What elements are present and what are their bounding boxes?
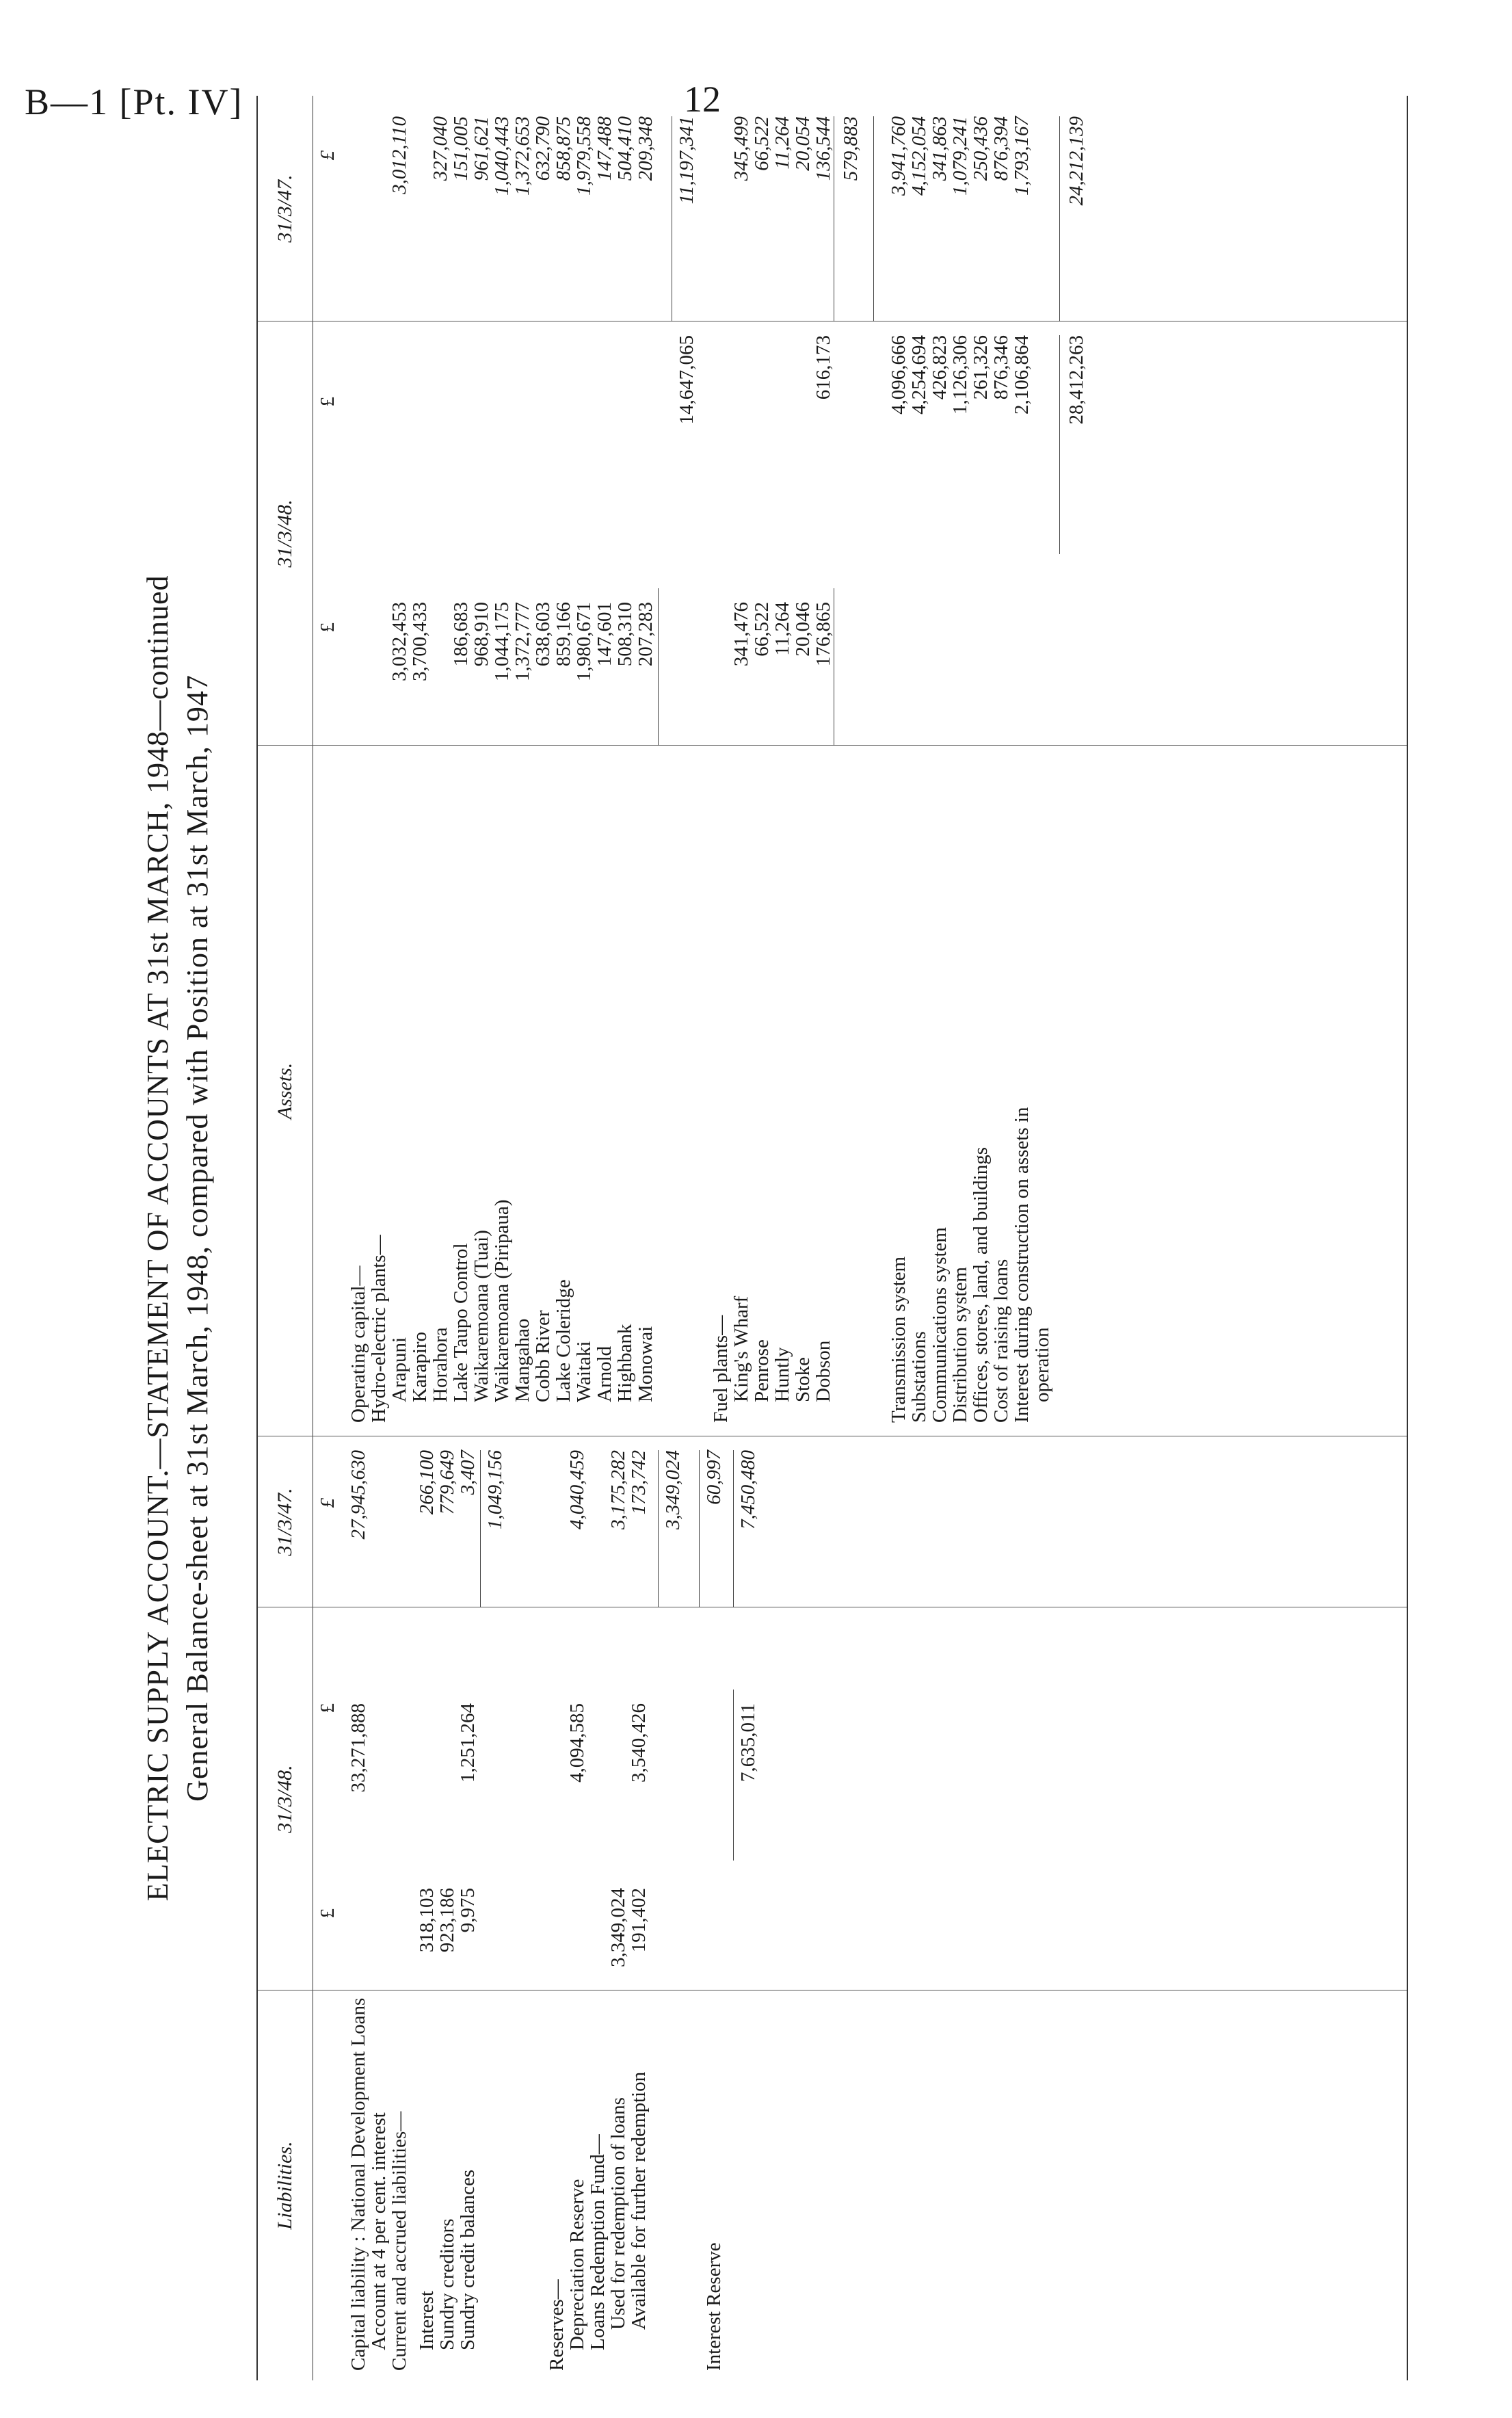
amount-total-1948: 4,094,585: [566, 1703, 588, 1783]
row-label: Current and accrued liabilities—: [388, 2111, 410, 2371]
amount-detail-1948: 66,522: [751, 602, 773, 657]
amount-detail-1948: 3,032,453: [388, 602, 410, 681]
row-label: Distribution system: [949, 1267, 971, 1423]
amount-amount-1947: 209,348: [635, 116, 656, 181]
liabilities-col-1948: 31/3/48.: [258, 1607, 313, 1990]
subtotal-rule: [699, 1450, 700, 1607]
currency-symbol: £: [317, 622, 339, 633]
amount-detail-1948: 20,046: [792, 602, 814, 657]
amount-detail-1948: 176,865: [812, 602, 834, 667]
row-label: Interest during construction on assets in: [1011, 1107, 1033, 1423]
amount-detail-1948: 11,264: [771, 602, 793, 656]
statement-subtitle: General Balance-sheet at 31st March, 1948, compared with Position at 31st March, 1947: [181, 674, 214, 1802]
row-label: Monowai: [635, 1326, 656, 1402]
amount-total-1948: 33,271,888: [347, 1703, 369, 1793]
amount-amount-1947: 147,488: [594, 116, 615, 181]
amount-detail-1948: 923,186: [436, 1888, 458, 1953]
amount-amount-1947: 250,436: [970, 116, 992, 181]
table-row: [545, 1436, 568, 2380]
amount-total-1948: 2,106,864: [1011, 335, 1033, 415]
subtotal-rule: [658, 588, 659, 746]
table-row: [449, 96, 473, 1436]
amount-amount-1947: 327,040: [429, 116, 451, 181]
page-number: 12: [684, 79, 721, 120]
amount-amount-1947: 136,544: [812, 116, 834, 181]
row-label: Capital liability : National Development Loans: [347, 1997, 369, 2371]
currency-symbol: £: [317, 397, 339, 407]
amount-amount-1947: 7,450,480: [737, 1450, 759, 1529]
table-row: [737, 1436, 760, 2380]
amount-amount-1947: 345,499: [730, 116, 752, 181]
table-row: [750, 96, 773, 1436]
row-label: Dobson: [812, 1340, 834, 1402]
amount-amount-1947: 961,621: [470, 116, 492, 181]
table-row: [566, 1436, 589, 2380]
table-row: [627, 1436, 650, 2380]
amount-amount-1947: 4,040,459: [566, 1450, 588, 1529]
amount-amount-1947: 151,005: [450, 116, 472, 181]
row-label: Depreciation Reserve: [566, 2179, 588, 2350]
statement-title: ELECTRIC SUPPLY ACCOUNT.—STATEMENT OF ACCOUNTS AT 31st MARCH, 1948—continued: [141, 575, 174, 1902]
amount-detail-1948: 3,349,024: [607, 1888, 629, 1967]
row-label: Account at 4 per cent. interest: [368, 2112, 390, 2350]
amount-detail-1948: 147,601: [594, 602, 615, 667]
table-row: [415, 1436, 438, 2380]
subtotal-rule: [480, 1450, 481, 1607]
table-row: [709, 96, 732, 1436]
amount-amount-1947: 1,793,167: [1011, 116, 1033, 196]
row-label: Communications system: [929, 1227, 951, 1423]
amount-amount-1947: 27,945,630: [347, 1450, 369, 1540]
currency-symbol: £: [317, 1703, 339, 1713]
amount-detail-1948: 638,603: [532, 602, 554, 667]
amount-detail-1948: 1,980,671: [573, 602, 595, 681]
row-label: Cost of raising loans: [990, 1259, 1012, 1423]
table-row: [552, 96, 575, 1436]
table-row: [907, 96, 931, 1436]
row-label: Stoke: [792, 1356, 814, 1402]
table-row: [347, 96, 370, 1436]
amount-total-1948: 426,823: [929, 335, 951, 400]
subtotal-rule: [1059, 335, 1060, 554]
amount-amount-1947: 3,349,024: [662, 1450, 684, 1529]
row-label: Sundry credit balances: [457, 2169, 479, 2350]
amount-amount-1947: 1,040,443: [491, 116, 513, 196]
amount-amount-1947: 504,410: [614, 116, 636, 181]
row-label: Cobb River: [532, 1310, 554, 1402]
amount-total-1948: 1,251,264: [457, 1703, 479, 1783]
table-row: [593, 96, 616, 1436]
row-label: Used for redemption of loans: [607, 2097, 629, 2330]
amount-amount-1947: 3,407: [457, 1450, 479, 1495]
page-ref: B—1 [Pt. IV]: [25, 81, 243, 122]
row-label: Transmission system: [888, 1256, 910, 1423]
table-row: [730, 96, 753, 1436]
row-label: Waitaki: [573, 1341, 595, 1402]
amount-amount-1947: 173,742: [628, 1450, 650, 1515]
amount-amount-1947: 579,883: [840, 116, 862, 181]
table-row: [572, 96, 596, 1436]
assets-col-1948: 31/3/48.: [258, 321, 313, 746]
row-label: Karapiro: [409, 1331, 431, 1402]
table-row: [887, 96, 910, 1436]
amount-detail-1948: 318,103: [416, 1888, 438, 1953]
table-row: [812, 96, 835, 1436]
amount-total-1948: 616,173: [812, 335, 834, 400]
table-row: [675, 96, 698, 1436]
table-row: [990, 96, 1013, 1436]
row-label: Lake Coleridge: [553, 1279, 574, 1402]
row-label: Interest Reserve: [703, 2242, 725, 2371]
row-label: Waikaremoana (Tuai): [470, 1230, 492, 1402]
row-label: Arnold: [594, 1345, 615, 1402]
amount-detail-1948: 191,402: [628, 1888, 650, 1953]
table-row: [531, 96, 555, 1436]
table-row: [347, 1436, 370, 2380]
amount-total-1948: 28,412,263: [1065, 335, 1087, 425]
amount-total-1948: 876,346: [990, 335, 1012, 400]
currency-symbol: £: [317, 150, 339, 161]
row-label: Available for further redemption: [628, 2071, 650, 2330]
row-label: Interest: [416, 2291, 438, 2350]
amount-amount-1947: 20,054: [792, 116, 814, 171]
amount-amount-1947: 341,863: [929, 116, 951, 181]
amount-amount-1947: 3,012,110: [388, 116, 410, 194]
amount-amount-1947: 632,790: [532, 116, 554, 181]
subtotal-rule: [658, 1450, 659, 1607]
subtotal-rule: [1059, 116, 1060, 321]
table-row: [429, 96, 452, 1436]
amount-detail-1948: 1,044,175: [491, 602, 513, 681]
assets-table: [256, 96, 1408, 1436]
amount-amount-1947: 1,049,156: [484, 1450, 506, 1529]
row-label: Substations: [908, 1331, 930, 1423]
row-label: Penrose: [751, 1339, 773, 1402]
row-label: Hydro-electric plants—: [368, 1235, 390, 1423]
table-row: [928, 96, 951, 1436]
amount-detail-1948: 508,310: [614, 602, 636, 667]
currency-symbol: £: [317, 1908, 339, 1919]
row-label: Sundry creditors: [436, 2218, 458, 2350]
row-label: Arapuni: [388, 1337, 410, 1402]
liabilities-table: [256, 1436, 1408, 2380]
amount-amount-1947: 11,197,341: [676, 116, 698, 205]
subtotal-rule: [873, 116, 874, 321]
table-row: [1010, 96, 1033, 1436]
amount-detail-1948: 9,975: [457, 1888, 479, 1933]
row-label: Loans Redemption Fund—: [587, 2134, 609, 2350]
liabilities-heading: Liabilities.: [258, 1990, 313, 2380]
row-label: Reserves—: [546, 2279, 568, 2371]
table-row: [661, 1436, 685, 2380]
row-label: Lake Taupo Control: [450, 1243, 472, 1402]
table-row: [613, 96, 637, 1436]
balance-sheet: [140, 96, 1405, 2380]
row-label: Highbank: [614, 1324, 636, 1402]
row-label: Offices, stores, land, and buildings: [970, 1147, 992, 1423]
row-label: King's Wharf: [730, 1296, 752, 1402]
row-label: Fuel plants—: [710, 1315, 732, 1423]
amount-amount-1947: 11,264: [771, 116, 793, 170]
row-label: Operating capital—: [347, 1265, 369, 1423]
amount-amount-1947: 1,979,558: [573, 116, 595, 196]
row-label: Horahora: [429, 1327, 451, 1402]
amount-detail-1948: 3,700,433: [409, 602, 431, 681]
amount-amount-1947: 1,079,241: [949, 116, 971, 196]
table-row: [388, 1436, 411, 2380]
row-label: Waikaremoana (Piripaua): [491, 1199, 513, 1402]
amount-amount-1947: 60,997: [703, 1450, 725, 1505]
amount-amount-1947: 3,175,282: [607, 1450, 629, 1529]
table-row: [511, 96, 534, 1436]
table-row: [490, 96, 514, 1436]
row-label: operation: [1031, 1327, 1053, 1402]
amount-total-1948: 1,126,306: [949, 335, 971, 415]
amount-detail-1948: 186,683: [450, 602, 472, 667]
table-row: [702, 1436, 726, 2380]
amount-detail-1948: 207,283: [635, 602, 656, 667]
amount-amount-1947: 3,941,760: [888, 116, 910, 196]
table-row: [367, 1436, 390, 2380]
amount-detail-1948: 859,166: [553, 602, 574, 667]
subtotal-rule: [733, 1450, 734, 1607]
amount-total-1948: 4,254,694: [908, 335, 930, 415]
table-row: [408, 96, 432, 1436]
amount-amount-1947: 66,522: [751, 116, 773, 171]
table-row: [470, 96, 493, 1436]
table-row: [367, 96, 390, 1436]
table-row: [388, 96, 411, 1436]
currency-symbol: £: [317, 1498, 339, 1508]
assets-heading: Assets.: [258, 746, 313, 1436]
row-label: Mangahao: [512, 1318, 533, 1402]
table-row: [483, 1436, 507, 2380]
amount-amount-1947: 266,100: [416, 1450, 438, 1515]
amount-total-1948: 3,540,426: [628, 1703, 650, 1783]
table-row: [607, 1436, 630, 2380]
table-row: [969, 96, 992, 1436]
amount-total-1948: 261,326: [970, 335, 992, 400]
amount-amount-1947: 24,212,139: [1065, 116, 1087, 206]
table-row: [839, 96, 862, 1436]
amount-detail-1948: 341,476: [730, 602, 752, 667]
table-row: [634, 96, 657, 1436]
liabilities-col-1947: 31/3/47.: [258, 1436, 313, 1607]
table-row: [436, 1436, 459, 2380]
amount-amount-1947: 876,394: [990, 116, 1012, 181]
amount-amount-1947: 779,649: [436, 1450, 458, 1515]
amount-detail-1948: 1,372,777: [512, 602, 533, 681]
amount-amount-1947: 858,875: [553, 116, 574, 181]
table-row: [456, 1436, 479, 2380]
amount-total-1948: 7,635,011: [737, 1703, 759, 1782]
table-row: [771, 96, 794, 1436]
table-row: [949, 96, 972, 1436]
table-row: [791, 96, 814, 1436]
table-row: [1065, 96, 1088, 1436]
subtotal-rule: [733, 1690, 734, 1861]
amount-amount-1947: 4,152,054: [908, 116, 930, 196]
amount-total-1948: 4,096,666: [888, 335, 910, 415]
amount-detail-1948: 968,910: [470, 602, 492, 667]
amount-total-1948: 14,647,065: [676, 335, 698, 425]
assets-col-1947: 31/3/47.: [258, 96, 313, 321]
amount-amount-1947: 1,372,653: [512, 116, 533, 196]
row-label: Huntly: [771, 1347, 793, 1402]
table-row: [1031, 96, 1054, 1436]
table-row: [586, 1436, 609, 2380]
